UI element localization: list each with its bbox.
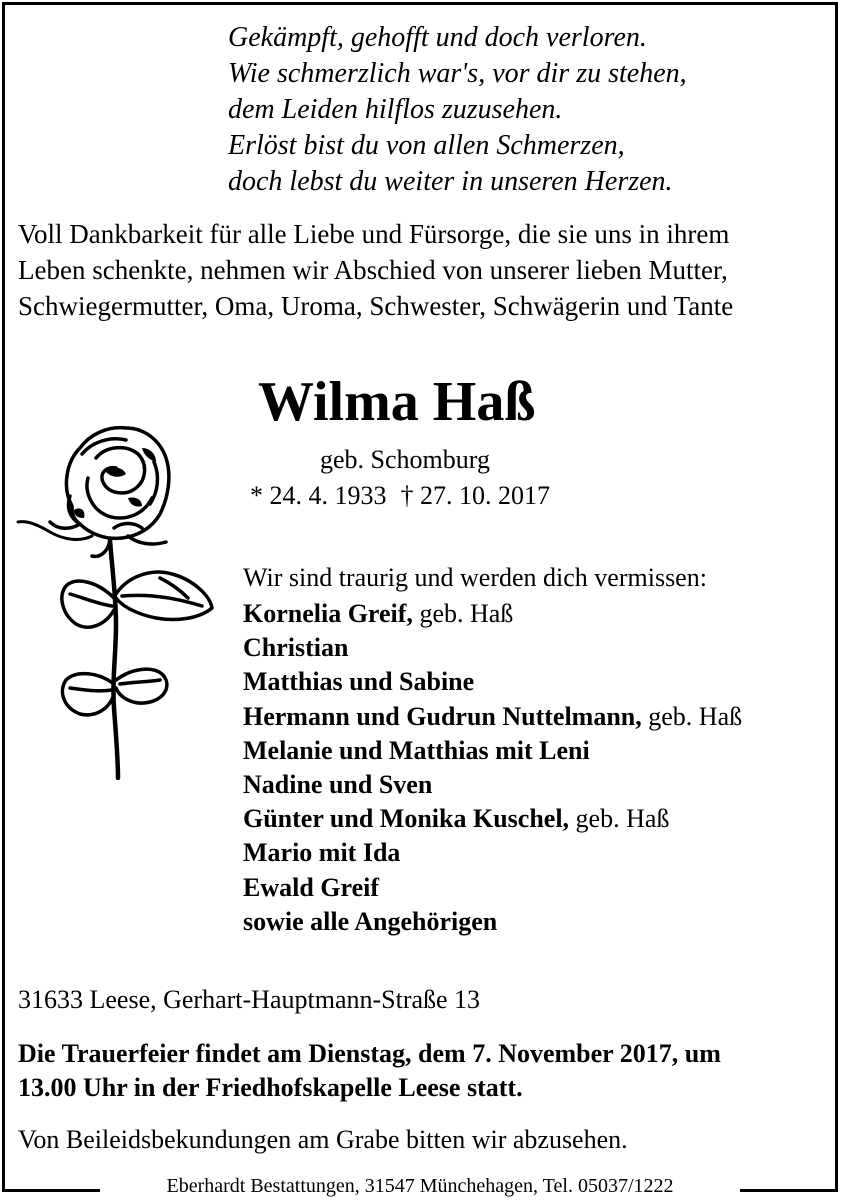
list-item (243, 631, 742, 665)
condolence-note: Von Beileidsbekundungen am Grabe bitten wir abzusehen. (18, 1125, 628, 1154)
maiden-name: geb. Schomburg (320, 445, 490, 474)
list-item (243, 597, 742, 631)
mourner-suffix: geb. Haß (641, 701, 743, 731)
mourner-name: sowie alle Angehörigen (243, 906, 498, 936)
intro-text (18, 216, 830, 324)
list-item (243, 734, 742, 768)
mourning-heading: Wir sind traurig und werden dich vermissen: (243, 563, 707, 592)
poem-line: Erlöst bist du von allen Schmerzen, (228, 130, 625, 161)
list-item (243, 871, 742, 905)
mourner-name: Christian (243, 633, 349, 663)
list-item (243, 905, 742, 939)
list-item (243, 836, 742, 870)
mourner-name: Matthias und Sabine (243, 667, 475, 697)
mourner-name: Melanie und Matthias mit Leni (243, 735, 590, 765)
intro-line: Leben schenkte, nehmen wir Abschied von unserer lieben Mutter, (18, 255, 728, 285)
poem-line: doch lebst du weiter in unseren Herzen. (228, 166, 673, 197)
intro-line: Schwiegermutter, Oma, Uroma, Schwester, Schwägerin und Tante (18, 291, 734, 321)
service-line: Die Trauerfeier findet am Dienstag, dem 7. November 2017, um (18, 1039, 721, 1068)
funeral-service-notice (18, 1037, 721, 1105)
poem-line: dem Leiden hilflos zuzusehen. (228, 94, 563, 125)
mourner-name: Günter und Monika Kuschel, (243, 804, 570, 834)
funeral-home-credit: Eberhardt Bestattungen, 31547 Münchehagen, Tel. 05037/1222 (100, 1172, 740, 1200)
rose-icon (10, 418, 220, 780)
family-address: 31633 Leese, Gerhart-Hauptmann-Straße 13 (18, 985, 481, 1014)
deceased-name: Wilma Haß (258, 371, 536, 433)
list-item (243, 802, 742, 836)
life-dates (250, 480, 550, 512)
mourner-suffix: geb. Haß (569, 804, 670, 834)
service-line: 13.00 Uhr in der Friedhofskapelle Leese statt. (18, 1073, 523, 1102)
memorial-poem (228, 20, 687, 200)
mourner-name: Mario mit Ida (243, 838, 401, 868)
birth-date: * 24. 4. 1933 (250, 481, 387, 510)
poem-line: Wie schmerzlich war's, vor dir zu stehen, (228, 58, 687, 89)
mourner-name: Nadine und Sven (243, 770, 433, 800)
list-item (243, 700, 742, 734)
list-item (243, 665, 742, 699)
mourner-name: Kornelia Greif, (243, 599, 413, 628)
intro-line: Voll Dankbarkeit für alle Liebe und Fürsorge, die sie uns in ihrem (18, 219, 730, 249)
mourner-list (243, 597, 742, 939)
poem-line: Gekämpft, gehofft und doch verloren. (228, 22, 647, 53)
death-date: † 27. 10. 2017 (400, 481, 550, 510)
mourner-name: Ewald Greif (243, 872, 380, 902)
mourner-name: Hermann und Gudrun Nuttelmann, (243, 701, 642, 731)
mourner-suffix: geb. Haß (412, 599, 514, 628)
list-item (243, 768, 742, 802)
